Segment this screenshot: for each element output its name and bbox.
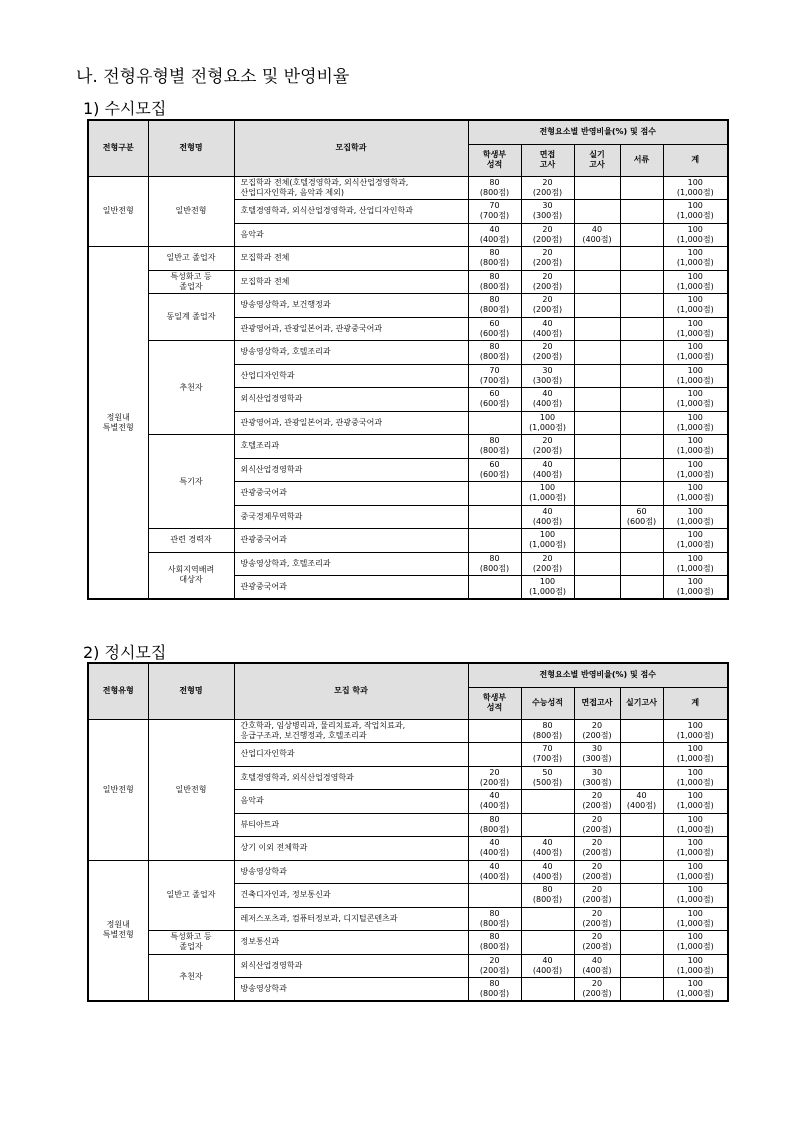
total-cell: 100 (1,000점): [663, 482, 728, 506]
value-cell: 80 (800점): [468, 907, 521, 931]
value-cell: [574, 411, 620, 435]
department-cell: 정보통신과: [234, 931, 468, 955]
department-cell: 외식산업경영학과: [234, 458, 468, 482]
total-cell: 100 (1,000점): [663, 317, 728, 341]
value-cell: 40 (400점): [468, 837, 521, 861]
value-cell: [468, 482, 521, 506]
value-cell: [468, 505, 521, 529]
value-cell: 80 (800점): [468, 552, 521, 576]
table-early-admission: [87, 119, 729, 600]
admission-name-cell: 관련 경력자: [148, 529, 234, 553]
department-cell: 외식산업경영학과: [234, 954, 468, 978]
value-cell: [620, 978, 663, 1002]
value-cell: 20 (200점): [574, 719, 620, 743]
value-cell: 40 (400점): [521, 317, 574, 341]
value-cell: 40 (400점): [468, 223, 521, 247]
value-cell: [620, 576, 663, 600]
admission-name-cell: 추천자: [148, 341, 234, 435]
value-cell: 20 (200점): [521, 176, 574, 200]
table-row: [88, 552, 728, 576]
value-cell: 40 (400점): [521, 837, 574, 861]
value-cell: [521, 978, 574, 1002]
value-cell: [468, 576, 521, 600]
table-row: [88, 860, 728, 884]
header-practical: 실기고사: [620, 687, 663, 719]
value-cell: 30 (300점): [574, 743, 620, 767]
admission-name-cell: 특성화고 등 졸업자: [148, 270, 234, 294]
value-cell: 20 (200점): [521, 552, 574, 576]
value-cell: 20 (200점): [574, 884, 620, 908]
value-cell: 60 (600점): [468, 458, 521, 482]
value-cell: [620, 270, 663, 294]
admission-name-cell: 사회지역배려 대상자: [148, 552, 234, 599]
admission-name-cell: 일반전형: [148, 176, 234, 247]
value-cell: [620, 552, 663, 576]
department-cell: 모집학과 전체: [234, 247, 468, 271]
total-cell: 100 (1,000점): [663, 223, 728, 247]
department-cell: 음악과: [234, 790, 468, 814]
value-cell: 40 (400점): [468, 860, 521, 884]
value-cell: 20 (200점): [521, 294, 574, 318]
total-cell: 100 (1,000점): [663, 907, 728, 931]
value-cell: [620, 364, 663, 388]
value-cell: [620, 176, 663, 200]
value-cell: 100 (1,000점): [521, 576, 574, 600]
department-cell: 호텔경영학과, 외식산업경영학과, 산업디자인학과: [234, 200, 468, 224]
section-1-title: 1) 수시모집: [83, 99, 167, 118]
section-2-title: 2) 정시모집: [83, 643, 167, 662]
table-regular-admission: [87, 662, 729, 1002]
value-cell: [574, 576, 620, 600]
total-cell: 100 (1,000점): [663, 978, 728, 1002]
value-cell: 20 (200점): [521, 435, 574, 459]
value-cell: [620, 813, 663, 837]
value-cell: [620, 931, 663, 955]
value-cell: [620, 200, 663, 224]
header-documents: 서류: [620, 144, 663, 176]
department-cell: 방송영상학과: [234, 860, 468, 884]
value-cell: [620, 458, 663, 482]
value-cell: 20 (200점): [574, 813, 620, 837]
value-cell: 50 (500점): [521, 766, 574, 790]
value-cell: [574, 552, 620, 576]
value-cell: [574, 505, 620, 529]
admission-name-cell: 일반고 졸업자: [148, 247, 234, 271]
total-cell: 100 (1,000점): [663, 341, 728, 365]
value-cell: 80 (800점): [468, 341, 521, 365]
total-cell: 100 (1,000점): [663, 435, 728, 459]
department-cell: 방송영상학과, 보건행정과: [234, 294, 468, 318]
total-cell: 100 (1,000점): [663, 552, 728, 576]
value-cell: [620, 223, 663, 247]
department-cell: 산업디자인학과: [234, 743, 468, 767]
department-cell: 호텔조리과: [234, 435, 468, 459]
value-cell: 40 (400점): [521, 505, 574, 529]
value-cell: 40 (400점): [468, 790, 521, 814]
department-cell: 중국경제무역학과: [234, 505, 468, 529]
department-cell: 상기 이외 전체학과: [234, 837, 468, 861]
value-cell: [620, 482, 663, 506]
admission-name-cell: 특성화고 등 졸업자: [148, 931, 234, 955]
department-cell: 관광중국어과: [234, 482, 468, 506]
header-school-record: 학생부 성적: [468, 687, 521, 719]
department-cell: 관광영어과, 관광일본어과, 관광중국어과: [234, 317, 468, 341]
value-cell: [620, 529, 663, 553]
value-cell: 40 (400점): [574, 954, 620, 978]
value-cell: 40 (400점): [521, 458, 574, 482]
header-admission-type: 전형구분: [88, 120, 148, 176]
value-cell: [620, 884, 663, 908]
total-cell: 100 (1,000점): [663, 860, 728, 884]
value-cell: 20 (200점): [574, 837, 620, 861]
value-cell: [620, 837, 663, 861]
header-total: 계: [663, 144, 728, 176]
value-cell: 20 (200점): [574, 790, 620, 814]
total-cell: 100 (1,000점): [663, 247, 728, 271]
admission-type-cell: 일반전형: [88, 176, 148, 247]
department-cell: 뷰티아트과: [234, 813, 468, 837]
value-cell: 20 (200점): [574, 860, 620, 884]
value-cell: [574, 270, 620, 294]
value-cell: [620, 247, 663, 271]
department-cell: 모집학과 전체: [234, 270, 468, 294]
value-cell: 80 (800점): [521, 884, 574, 908]
value-cell: [574, 294, 620, 318]
department-cell: 관광중국어과: [234, 576, 468, 600]
department-cell: 모집학과 전체(호텔경영학과, 외식산업경영학과, 산업디자인학과, 음악과 제외): [234, 176, 468, 200]
value-cell: 20 (200점): [574, 978, 620, 1002]
header-ratio-group: 전형요소별 반영비율(%) 및 점수: [468, 663, 728, 687]
value-cell: [620, 435, 663, 459]
total-cell: 100 (1,000점): [663, 176, 728, 200]
admission-name-cell: 특기자: [148, 435, 234, 529]
header-school-record: 학생부 성적: [468, 144, 521, 176]
admission-name-cell: 일반전형: [148, 719, 234, 860]
total-cell: 100 (1,000점): [663, 294, 728, 318]
header-total: 계: [663, 687, 728, 719]
header-practical: 실기 고사: [574, 144, 620, 176]
value-cell: 80 (800점): [468, 294, 521, 318]
value-cell: 40 (400점): [521, 954, 574, 978]
table-row: [88, 954, 728, 978]
total-cell: 100 (1,000점): [663, 388, 728, 412]
value-cell: 70 (700점): [468, 200, 521, 224]
value-cell: 100 (1,000점): [521, 482, 574, 506]
total-cell: 100 (1,000점): [663, 364, 728, 388]
admission-type-cell: 정원내 특별전형: [88, 247, 148, 600]
total-cell: 100 (1,000점): [663, 954, 728, 978]
total-cell: 100 (1,000점): [663, 790, 728, 814]
value-cell: [521, 907, 574, 931]
header-admission-name: 전형명: [148, 663, 234, 719]
value-cell: [620, 860, 663, 884]
value-cell: [468, 411, 521, 435]
value-cell: [468, 884, 521, 908]
value-cell: [574, 364, 620, 388]
header-admission-type: 전형유형: [88, 663, 148, 719]
table-row: [88, 931, 728, 955]
total-cell: 100 (1,000점): [663, 411, 728, 435]
table-row: [88, 341, 728, 365]
header-department: 모집학과: [234, 120, 468, 176]
value-cell: 80 (800점): [468, 270, 521, 294]
value-cell: 40 (400점): [521, 388, 574, 412]
admission-type-cell: 정원내 특별전형: [88, 860, 148, 1001]
department-cell: 음악과: [234, 223, 468, 247]
value-cell: 20 (200점): [574, 931, 620, 955]
value-cell: 80 (800점): [521, 719, 574, 743]
table-row: [88, 294, 728, 318]
value-cell: [574, 482, 620, 506]
value-cell: 70 (700점): [521, 743, 574, 767]
total-cell: 100 (1,000점): [663, 458, 728, 482]
value-cell: 40 (400점): [620, 790, 663, 814]
value-cell: 80 (800점): [468, 435, 521, 459]
value-cell: 80 (800점): [468, 931, 521, 955]
value-cell: [574, 200, 620, 224]
total-cell: 100 (1,000점): [663, 505, 728, 529]
total-cell: 100 (1,000점): [663, 837, 728, 861]
value-cell: 40 (400점): [574, 223, 620, 247]
value-cell: [574, 458, 620, 482]
department-cell: 간호학과, 임상병리과, 물리치료과, 작업치료과, 응급구조과, 보건행정과, 호텔조리과: [234, 719, 468, 743]
department-cell: 산업디자인학과: [234, 364, 468, 388]
value-cell: [468, 743, 521, 767]
total-cell: 100 (1,000점): [663, 884, 728, 908]
value-cell: [620, 907, 663, 931]
department-cell: 관광중국어과: [234, 529, 468, 553]
header-interview: 면접고사: [574, 687, 620, 719]
total-cell: 100 (1,000점): [663, 766, 728, 790]
department-cell: 방송영상학과, 호텔조리과: [234, 552, 468, 576]
value-cell: 20 (200점): [521, 223, 574, 247]
value-cell: 20 (200점): [521, 247, 574, 271]
value-cell: [574, 341, 620, 365]
value-cell: [574, 176, 620, 200]
table-row: [88, 435, 728, 459]
value-cell: [620, 341, 663, 365]
value-cell: 100 (1,000점): [521, 529, 574, 553]
total-cell: 100 (1,000점): [663, 576, 728, 600]
value-cell: [620, 294, 663, 318]
total-cell: 100 (1,000점): [663, 200, 728, 224]
value-cell: 80 (800점): [468, 813, 521, 837]
value-cell: 70 (700점): [468, 364, 521, 388]
value-cell: 30 (300점): [521, 200, 574, 224]
header-ratio-group: 전형요소별 반영비율(%) 및 점수: [468, 120, 728, 144]
value-cell: 20 (200점): [574, 907, 620, 931]
value-cell: [574, 529, 620, 553]
table-row: [88, 529, 728, 553]
value-cell: [620, 954, 663, 978]
header-department: 모집 학과: [234, 663, 468, 719]
value-cell: 30 (300점): [574, 766, 620, 790]
total-cell: 100 (1,000점): [663, 931, 728, 955]
total-cell: 100 (1,000점): [663, 529, 728, 553]
department-cell: 관광영어과, 관광일본어과, 관광중국어과: [234, 411, 468, 435]
value-cell: 20 (200점): [468, 766, 521, 790]
value-cell: 20 (200점): [521, 341, 574, 365]
admission-type-cell: 일반전형: [88, 719, 148, 860]
value-cell: 80 (800점): [468, 176, 521, 200]
table-row: [88, 247, 728, 271]
value-cell: [620, 766, 663, 790]
value-cell: [574, 247, 620, 271]
table-row: [88, 719, 728, 743]
header-suneung: 수능성적: [521, 687, 574, 719]
total-cell: 100 (1,000점): [663, 813, 728, 837]
value-cell: [620, 411, 663, 435]
department-cell: 호텔경영학과, 외식산업경영학과: [234, 766, 468, 790]
admission-name-cell: 동일계 졸업자: [148, 294, 234, 341]
value-cell: [521, 931, 574, 955]
value-cell: 60 (600점): [468, 317, 521, 341]
value-cell: [521, 790, 574, 814]
value-cell: 20 (200점): [468, 954, 521, 978]
value-cell: 60 (600점): [468, 388, 521, 412]
value-cell: [574, 388, 620, 412]
value-cell: 80 (800점): [468, 247, 521, 271]
value-cell: [574, 435, 620, 459]
table-row: [88, 176, 728, 200]
department-cell: 방송영상학과: [234, 978, 468, 1002]
value-cell: [620, 388, 663, 412]
total-cell: 100 (1,000점): [663, 719, 728, 743]
value-cell: 60 (600점): [620, 505, 663, 529]
total-cell: 100 (1,000점): [663, 270, 728, 294]
value-cell: [521, 813, 574, 837]
total-cell: 100 (1,000점): [663, 743, 728, 767]
value-cell: 20 (200점): [521, 270, 574, 294]
value-cell: 30 (300점): [521, 364, 574, 388]
header-admission-name: 전형명: [148, 120, 234, 176]
value-cell: [468, 529, 521, 553]
value-cell: [620, 317, 663, 341]
department-cell: 건축디자인과, 정보통신과: [234, 884, 468, 908]
department-cell: 방송영상학과, 호텔조리과: [234, 341, 468, 365]
header-interview: 면접 고사: [521, 144, 574, 176]
value-cell: 40 (400점): [521, 860, 574, 884]
department-cell: 레저스포츠과, 컴퓨터정보과, 디지털콘텐츠과: [234, 907, 468, 931]
value-cell: 100 (1,000점): [521, 411, 574, 435]
document-heading: 나. 전형유형별 전형요소 및 반영비율: [76, 67, 350, 87]
value-cell: [620, 719, 663, 743]
table-row: [88, 270, 728, 294]
value-cell: [468, 719, 521, 743]
admission-name-cell: 일반고 졸업자: [148, 860, 234, 931]
value-cell: [574, 317, 620, 341]
value-cell: [620, 743, 663, 767]
admission-name-cell: 추천자: [148, 954, 234, 1001]
value-cell: 80 (800점): [468, 978, 521, 1002]
department-cell: 외식산업경영학과: [234, 388, 468, 412]
